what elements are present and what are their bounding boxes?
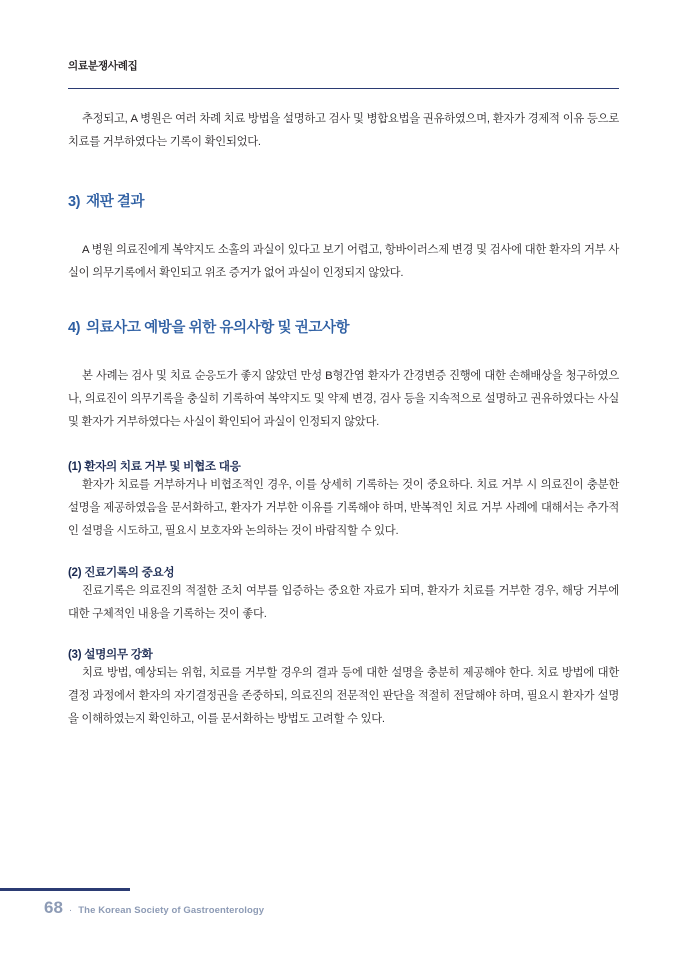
spacer bbox=[68, 544, 619, 564]
subsection-number: (3) bbox=[68, 647, 82, 661]
subsection-heading-3 bbox=[68, 646, 619, 662]
section-3-paragraph: A 병원 의료진에게 복약지도 소홀의 과실이 있다고 보기 어렵고, 항바이러스제 변경 및 검사에 대한 환자의 거부 사실이 의무기록에서 확인되고 위조 증거가 없어 과실이 인정되지 않았다. bbox=[68, 244, 619, 280]
subsection-title: 환자의 치료 거부 및 비협조 대응 bbox=[84, 460, 241, 474]
subsection-body-2: 진료기록은 의료진의 적절한 조치 여부를 입증하는 중요한 자료가 되며, 환자가 치료를 거부한 경우, 해당 거부에 대한 구체적인 내용을 기록하는 것이 좋다. bbox=[68, 584, 619, 620]
section-number: 3) bbox=[68, 194, 81, 211]
spacer bbox=[68, 211, 619, 239]
section-4-paragraph: 본 사례는 검사 및 치료 순응도가 좋지 않았던 만성 B형간염 환자가 간경변증 진행에 대한 손해배상을 청구하였으나, 의료진이 의무기록을 충실히 기록하여 복약지도 및 약제 변경, 검사 등을 지속적으로 설명하고 권유하였다는 사실 및 환자가 거부하였다는 사실이 확인되어 과실이 인정되지 않았다. bbox=[68, 369, 619, 428]
page-content bbox=[68, 108, 619, 731]
subsection-title: 진료기록의 중요성 bbox=[84, 565, 175, 579]
subsection-body-3: 치료 방법, 예상되는 위험, 치료를 거부할 경우의 결과 등에 대한 설명을 충분히 제공해야 한다. 치료 방법에 대한 결정 과정에서 환자의 자기결정권을 존중하되, 의료진의 전문적인 판단을 적절히 전달해야 하며, 필요시 환자가 설명을 이해하였는지 확인하고, 이를 문서화하는 방법도 고려할 수 있다. bbox=[68, 666, 619, 726]
spacer bbox=[68, 337, 619, 365]
header-title: 의료분쟁사례집 bbox=[68, 60, 138, 72]
footer-separator: · bbox=[68, 905, 73, 916]
footer-society-name: The Korean Society of Gastroenterology bbox=[78, 905, 265, 916]
section-number: 4) bbox=[68, 319, 81, 336]
spacer bbox=[68, 154, 619, 190]
subsection-title: 설명의무 강화 bbox=[84, 647, 153, 661]
page-header bbox=[68, 58, 619, 73]
page-number: 68 bbox=[44, 898, 63, 917]
spacer bbox=[68, 434, 619, 458]
spacer bbox=[68, 286, 619, 316]
section-title: 재판 결과 bbox=[86, 194, 145, 211]
subsection-heading-2 bbox=[68, 564, 619, 580]
subsection-body-1: 환자가 치료를 거부하거나 비협조적인 경우, 이를 상세히 기록하는 것이 중요하다. 치료 거부 시 의료진이 충분한 설명을 제공하였음을 문서화하고, 환자가 거부한 이유를 기록해야 하며, 반복적인 치료 거부 사례에 대해서는 추가적인 설명을 시도하고, 필요시 보호자와 논의하는 것이 바람직할 수 있다. bbox=[68, 479, 619, 538]
subsection-number: (1) bbox=[68, 460, 82, 474]
opening-paragraph: 추정되고, A 병원은 여러 차례 치료 방법을 설명하고 검사 및 병합요법을 권유하였으며, 환자가 경제적 이유 등으로 치료를 거부하였다는 기록이 확인되었다. bbox=[68, 113, 619, 149]
page-footer bbox=[44, 898, 264, 918]
section-title: 의료사고 예방을 위한 유의사항 및 권고사항 bbox=[86, 319, 350, 336]
section-heading-4 bbox=[68, 316, 619, 337]
footer-divider bbox=[0, 888, 130, 891]
section-heading-3 bbox=[68, 190, 619, 211]
spacer bbox=[68, 626, 619, 646]
subsection-heading-1 bbox=[68, 458, 619, 474]
subsection-number: (2) bbox=[68, 565, 82, 579]
header-divider bbox=[68, 88, 619, 89]
